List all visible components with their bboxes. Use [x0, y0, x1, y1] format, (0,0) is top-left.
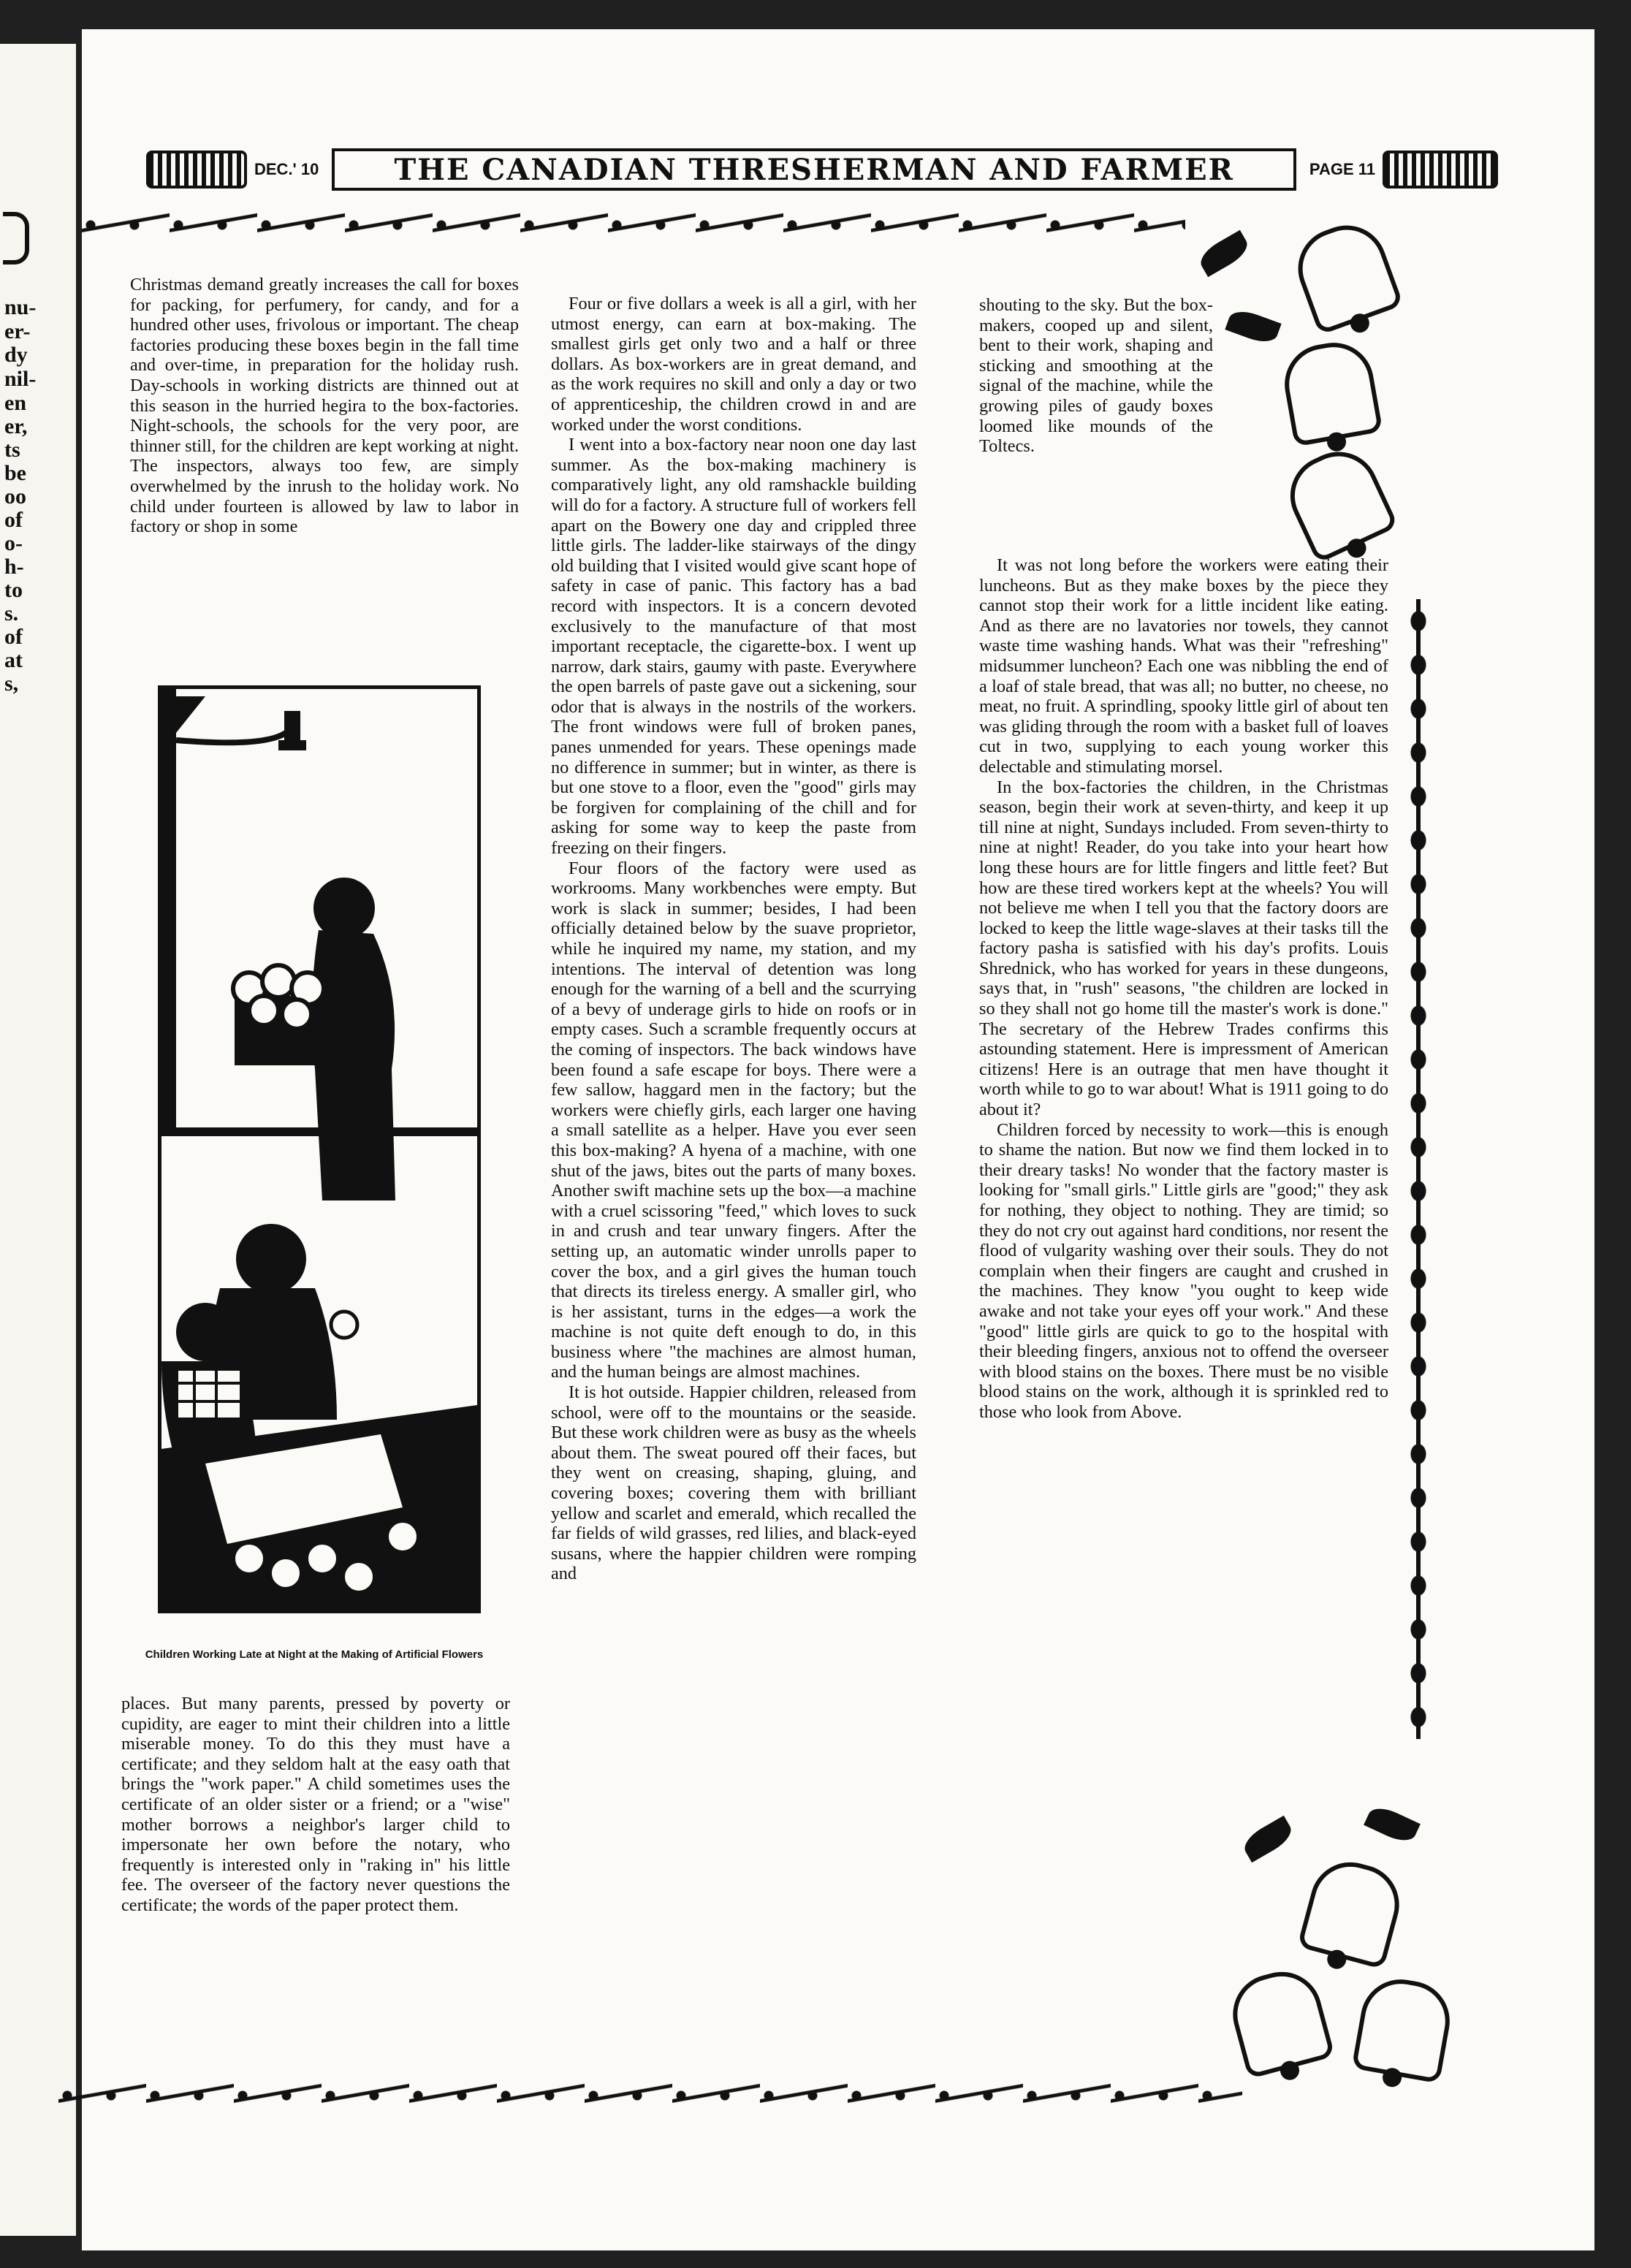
fragment: s,: [4, 671, 19, 696]
paragraph: Four or five dollars a week is all a girl, with her utmost energy, can earn at box-making. The smallest girls get only two and a half or three dollars. As box-workers are in great demand, and as the work requires no skill and only a day or two of apprenticeship, the children crowd in and are worked under the worst conditions.: [551, 294, 916, 435]
paragraph: Children forced by necessity to work—this is enough to shame the nation. But now we find them locked in to their dreary tasks! No wonder that the factory master is looking for "small girls." Little girls are "good;" they ask for nothing, they object to nothing. They are timid; so they do not cry out against hard conditions, nor resent the flood of vulgarity washing over their souls. They do not complain when their fingers are caught and crushed in the machines. They know "you ought to keep wide awake and not take your eyes off your work." And these "good" little girls are quick to go to the hospital with their bleeding fingers, anxious not to offend the overseer with blood stains on the boxes. There must be no visible blood stains on the work, although it is sprinkled red to those who look from Above.: [979, 1119, 1388, 1422]
bell-icon: [1351, 1973, 1456, 2083]
header-ornament-right: [1383, 151, 1498, 189]
paragraph: shouting to the sky. But the box-makers, cooped up and silent, bent to their work, shaping and sticking and smoothing at the signal of the machine, while the growing piles of gaudy boxes loomed like mounds of the Toltecs.: [979, 295, 1213, 457]
holly-vine-border: [1402, 599, 1435, 1739]
bell-icon: [1277, 438, 1399, 563]
fragment: er-: [4, 319, 31, 343]
silhouette-artwork: [161, 689, 477, 1610]
paragraph: It is hot outside. Happier children, released from school, were off to the mountains or the seaside. But these work children were as busy as the wheels about them. The sweat poured off their faces, but they went on creasing, shaping, gluing, and covering boxes; covering them with brilliant yellow and scarlet and emerald, which recalled the far fields of wild grasses, red lilies, and black-eyed susans, where the happier children were romping and: [551, 1382, 916, 1584]
fragment: oo: [4, 484, 26, 509]
holly-leaf: [1239, 1816, 1296, 1862]
paragraph: Four floors of the factory were used as workrooms. Many workbenches were empty. But work is slack in summer; besides, I had been officially detained below by the suave proprietor, while he inquired my name, my station, and my intentions. The interval of detention was long enough for the warning of a bell and the scurrying of a bevy of underage girls to hide on roofs or in empty cases. Such a scramble frequently occurs at the coming of inspectors. The back windows have been found a safe escape for boys. There were a few sallow, haggard men in the factory; but the workers were chiefly girls, each larger one having a small satellite as a helper. Have you ever seen this box-making? A hyena of a machine, with one shut of the jaws, bites out the parts of many boxes. Another swift machine sets up the box—a machine with a cruel scissoring "feed," which loves to suck in and crush and tear unwary fingers. After the setting up, an automatic winder unrolls paper to cover the box, and a girl gives the human touch that directs its tireless energy. A smaller girl, who is her assistant, turns in the edges—a work the machine is not quite deft enough to do, in this business where "the machines are almost human, and the human beings are almost machines.: [551, 858, 916, 1382]
fragment: nil-: [4, 367, 37, 391]
page-header: [146, 146, 1498, 193]
fragment: er,: [4, 414, 28, 438]
illustration-caption: Children Working Late at Night at the Making of Artificial Flowers: [145, 1648, 484, 1661]
fragment: to: [4, 578, 23, 602]
fragment: o-: [4, 531, 23, 555]
issue-date: DEC.' 10: [254, 160, 319, 178]
column-3: [979, 555, 1388, 1423]
christmas-bells-ornament-bottom: [1220, 1797, 1461, 2104]
fragment: dy: [4, 343, 28, 367]
bell-icon: [1287, 214, 1404, 335]
top-holly-garland: [82, 210, 1185, 240]
masthead-title: THE CANADIAN THRESHERMAN AND FARMER: [394, 152, 1234, 187]
bell-icon: [1297, 1853, 1408, 1969]
fragment: ts: [4, 438, 20, 462]
fragment: of: [4, 508, 23, 532]
column-2: [551, 294, 916, 1584]
masthead-box: [332, 148, 1296, 191]
paragraph: It was not long before the workers were eating their luncheons. But as they make boxes by the piece they cannot stop their work for a little incident like eating. And as there are no lavatories nor towels, they cannot waste time washing hands. What was their "refreshing" midsummer luncheon? Each one was nibbling the end of a loaf of stale bread, that was all; no butter, no cheese, no meat, no fruit. A sprindling, spooky little girl of about ten was gliding through the room with a basket full of loaves cut in two, supplying to each young worker this delectable and stimulating morsel.: [979, 555, 1388, 777]
holly-leaf: [1364, 1803, 1421, 1846]
fragment: en: [4, 391, 26, 415]
holly-leaf: [1195, 230, 1252, 277]
column-1-top: [130, 275, 519, 537]
column-3-top: [979, 295, 1213, 457]
bell-icon: [1278, 336, 1383, 446]
bell-icon: [1224, 1963, 1335, 2079]
paragraph: Christmas demand greatly increases the call for boxes for packing, for perfumery, for candy, and for a hundred other uses, frivolous or important. The cheap factories producing these boxes begin in the fall time and over-time, in preparation for the holiday rush. Day-schools in working districts are thinned out at this season in the hurried hegira to the box-factories. Night-schools, the schools for the very poor, are thinner still, for the children are kept working at night. The inspectors, always too few, are simply overwhelmed by the inrush to the holiday work. No child under fourteen is allowed by law to labor in factory or shop in some: [130, 275, 519, 537]
header-ornament-left: [146, 151, 247, 189]
paragraph: places. But many parents, pressed by poverty or cupidity, are eager to mint their children into a little miserable money. To do this they must have a certificate; and they seldom halt at the easy oath that brings the "work paper." A child sometimes uses the certificate of an older sister or a friend; or a "wise" mother borrows a neighbor's larger child to impersonate her own before the notary, who frequently is interested only in "raking in" his little fee. The overseer of the factory never questions the certificate; the words of the paper protect them.: [121, 1694, 510, 1915]
fragment: of: [4, 625, 23, 649]
page-number: PAGE 11: [1309, 160, 1375, 178]
bottom-holly-garland: [58, 2081, 1242, 2110]
ornament-fragment: [3, 212, 29, 265]
fragment: be: [4, 461, 26, 485]
silhouette-illustration: [158, 685, 481, 1613]
fragment: nu-: [4, 295, 37, 319]
fragment: h-: [4, 555, 24, 579]
christmas-bells-ornament-top: [1198, 227, 1418, 577]
column-1-bottom: [121, 1694, 510, 1916]
previous-page-sliver: [0, 44, 76, 2236]
holly-leaf: [1225, 306, 1281, 347]
paragraph: In the box-factories the children, in the Christmas season, begin their work at seven-thirty, and keep it up till nine at night, Sundays included. From seven-thirty to nine at night! Reader, do you take into your heart how long these hours are for little fingers and little feet? But how are these tired workers kept at the wheels? You will not believe me when I tell you that the factory doors are locked to keep the little wage-slaves at their tasks till the factory pasha is satisfied with his day's profits. Louis Shrednick, who has worked for years in these dungeons, says that, in "rush" seasons, "the children are locked in so they shall not go home till the master's work is done." The secretary of the Hebrew Trades confirms this astounding statement. Here is impressment of American citizens! Here is an outrage that men have thought it worth while to go to war about! What is 1911 going to do about it?: [979, 777, 1388, 1120]
fragment: at: [4, 648, 23, 672]
paragraph: I went into a box-factory near noon one day last summer. As the box-making machinery is comparatively light, any old ramshackle building will do for a factory. A structure full of workers fell apart on the Bowery one day and crippled three little girls. The ladder-like stairways of the dingy old building that I visited would give scant hope of safety in case of panic. This factory has a bad record with inspectors. It is a concern devoted exclusively to the manufacture of that most important receptacle, the cigarette-box. I went up narrow, dark stairs, gaumy with paste. Everywhere the open barrels of paste gave out a sickening, sour odor that is always in the nostrils of the workers. The front windows were full of broken panes, panes unmended for years. These openings made no difference in summer; but in winter, as there is but one stove to a floor, even the "good" girls may be forgiven for complaining of the chill and for asking for some way to keep the paste from freezing on their fingers.: [551, 435, 916, 859]
fragment: s.: [4, 601, 19, 625]
